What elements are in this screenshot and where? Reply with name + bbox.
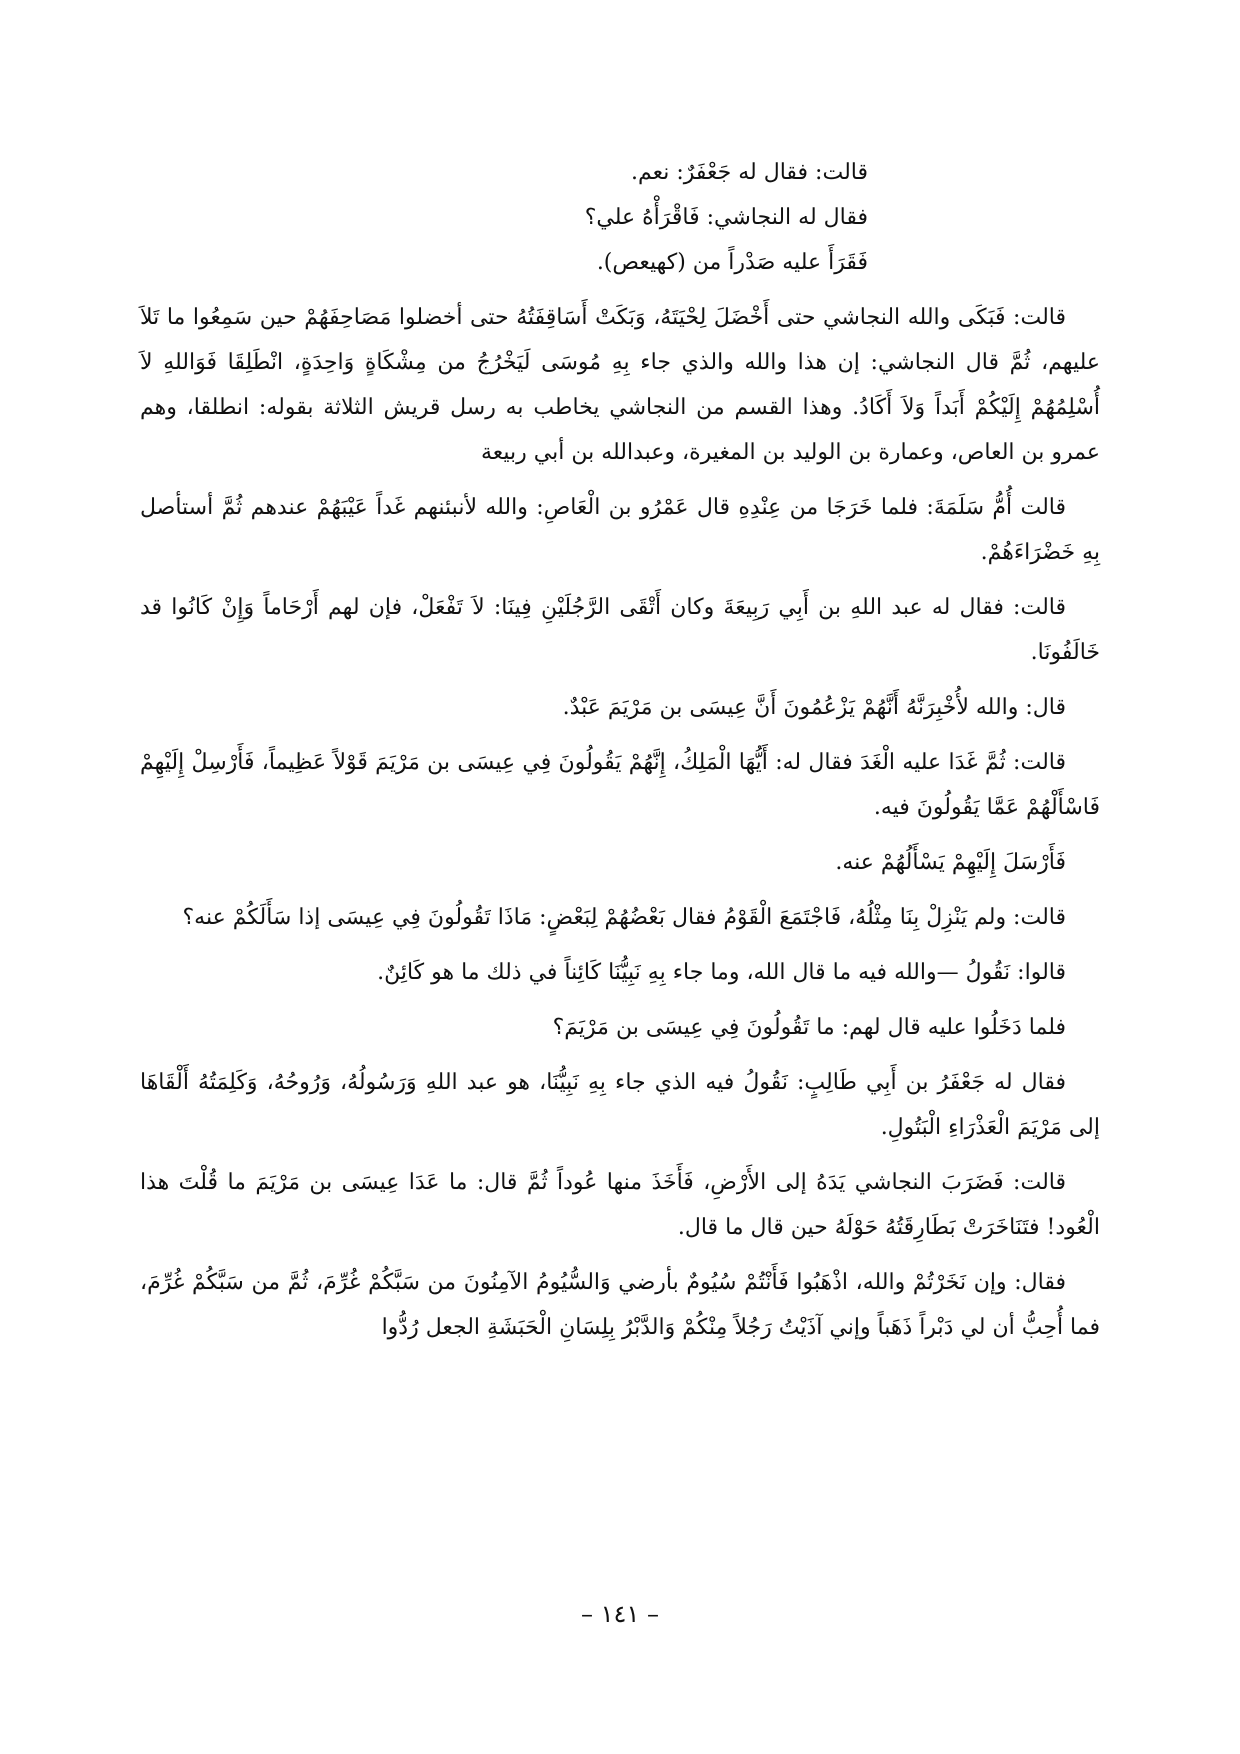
paragraph-10: قالت: ولم يَنْزِلْ بِنَا مِثْلُهُ، فَاجْتَمَعَ الْقَوْمُ فقال بَعْضُهُمْ لِبَعْضٍ: مَاذَا تَقُولُونَ فِي عِيسَى إذا سَأَلَكُمْ عنه؟: [182, 905, 1066, 930]
paragraph-13: فقال له جَعْفَرُ بن أَبِي طَالِبٍ: نَقُولُ فيه الذي جاء بِهِ نَبِيُّنَا، هو عبد اللهِ وَرَسُولُهُ، وَرُوحُهُ، وَكَلِمَتُهُ أَلْقَاهَا إلى مَرْيَمَ الْعَذْرَاءِ الْبَتُولِ.: [140, 1070, 1100, 1140]
paragraph-11: قالوا: نَقُولُ —والله فيه ما قال الله، وما جاء بِهِ نَبِيُّنَا كَائِناً في ذلك ما هو كَائِنٌ.: [377, 960, 1066, 985]
paragraph-5: قالت أُمُّ سَلَمَةَ: فلما خَرَجَا من عِنْدِهِ قال عَمْرُو بن الْعَاصِ: والله لأنبئنهم غَداً عَيْبَهُمْ عندهم ثُمَّ أستأصل بِهِ خَضْرَاءَهُمْ.: [140, 495, 1100, 565]
paragraph-15: فقال: وإن نَخَرْتُمْ والله، اذْهَبُوا فَأَنْتُمْ سُيُومٌ بأرضي وَالسُّيُومُ الآمِنُونَ من سَبَّكُمْ غُرِّمَ، ثُمَّ من سَبَّكُمْ غُرِّمَ، فما أُحِبُّ أن لي دَبْراً ذَهَباً وإني آذَيْتُ رَجُلاً مِنْكُمْ وَالدَّبْرُ بِلِسَانِ الْحَبَشَةِ الجعل رُدُّوا: [140, 1270, 1100, 1340]
paragraph-12: فلما دَخَلُوا عليه قال لهم: ما تَقُولُونَ فِي عِيسَى بن مَرْيَمَ؟: [552, 1015, 1066, 1040]
paragraph-9: فَأَرْسَلَ إِلَيْهِمْ يَسْأَلُهُمْ عنه.: [835, 850, 1066, 875]
paragraph-1: قالت: فقال له جَعْفَرٌ: نعم.: [630, 160, 868, 185]
document-body: [140, 150, 1100, 1350]
paragraph-7: قال: والله لأُخْبِرَنَّهُ أَنَّهُمْ يَزْعُمُونَ أَنَّ عِيسَى بن مَرْيَمَ عَبْدٌ.: [562, 695, 1066, 720]
paragraph-4: قالت: فَبَكَى والله النجاشي حتى أَخْضَلَ لِحْيَتَهُ، وَبَكَتْ أَسَاقِفَتُهُ حتى أخضلوا مَصَاحِفَهُمْ حين سَمِعُوا ما تَلاَ عليهم، ثُمَّ قال النجاشي: إن هذا والله والذي جاء بِهِ مُوسَى لَيَخْرُجُ من مِشْكَاةٍ وَاحِدَةٍ، انْطَلِقَا فَوَاللهِ لاَ أُسْلِمُهُمْ إِلَيْكُمْ أَبَداً وَلاَ أَكَادُ. وهذا القسم من النجاشي يخاطب به رسل قريش الثلاثة بقوله: انطلقا، وهم عمرو بن العاص، وعمارة بن الوليد بن المغيرة، وعبدالله بن أبي ربيعة: [140, 305, 1100, 465]
paragraph-6: قالت: فقال له عبد اللهِ بن أَبِي رَبِيعَةَ وكان أَتْقَى الرَّجُلَيْنِ فِينَا: لاَ تَفْعَلْ، فإن لهم أَرْحَاماً وَإِنْ كَانُوا قد خَالَفُونَا.: [140, 595, 1100, 665]
paragraph-14: قالت: فَضَرَبَ النجاشي يَدَهُ إلى الأَرْضِ، فَأَخَذَ منها عُوداً ثُمَّ قال: ما عَدَا عِيسَى بن مَرْيَمَ ما قُلْتَ هذا الْعُود! فتَنَاخَرَتْ بَطَارِقَتُهُ حَوْلَهُ حين قال ما قال.: [140, 1170, 1100, 1240]
page-number: – ١٤١ –: [581, 1600, 659, 1628]
paragraph-3: فَقَرَأَ عليه صَدْراً من (كهيعص).: [596, 250, 868, 275]
paragraph-8: قالت: ثُمَّ غَدَا عليه الْغَدَ فقال له: أَيُّهَا الْمَلِكُ، إِنَّهُمْ يَقُولُونَ فِي عِيسَى بن مَرْيَمَ قَوْلاً عَظِيماً، فَأَرْسِلْ إِلَيْهِمْ فَاسْأَلْهُمْ عَمَّا يَقُولُونَ فيه.: [140, 750, 1100, 820]
paragraph-2: فقال له النجاشي: فَاقْرَأْهُ علي؟: [584, 205, 868, 230]
